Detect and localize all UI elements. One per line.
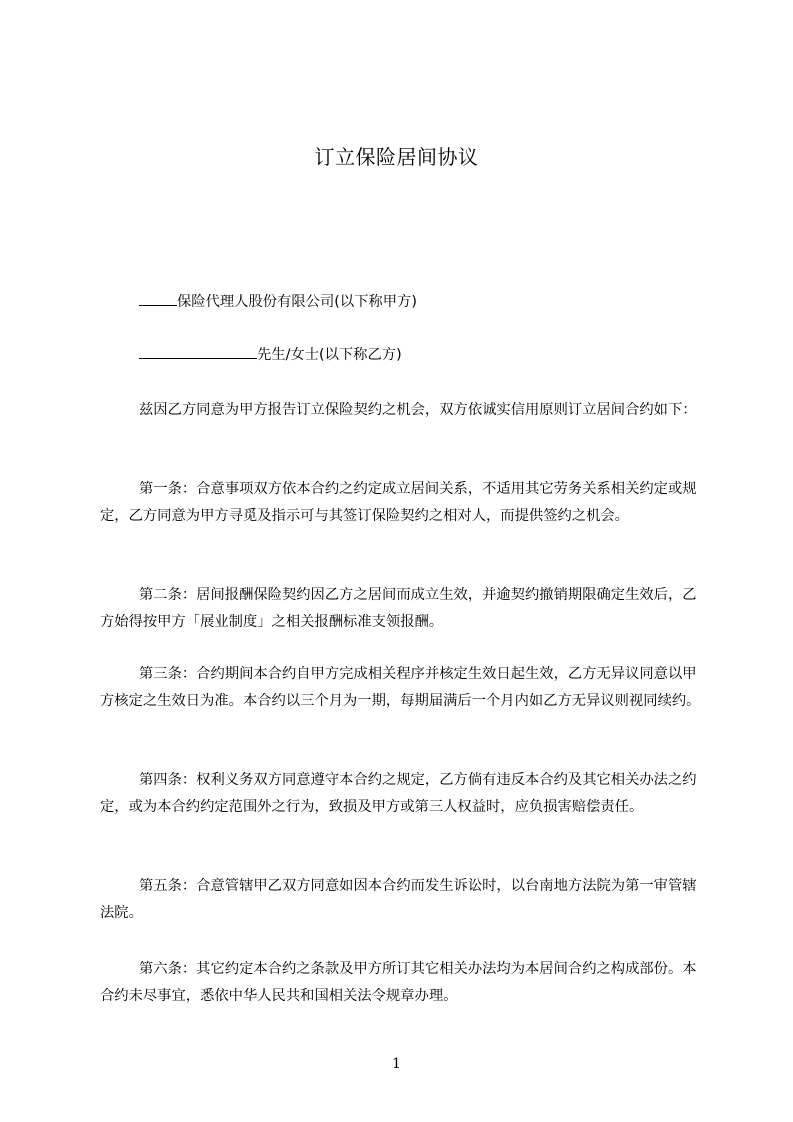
- document-title: 订立保险居间协议: [314, 145, 479, 169]
- party-b-line: [100, 341, 705, 369]
- party-b-text: 先生/女士(以下称乙方): [257, 347, 402, 363]
- clause-2: 第二条：居间报酬保险契约因乙方之居间而成立生效，并逾契约撤销期限确定生效后，乙方始得按甲方「展业制度」之相关报酬标准支领报酬。: [100, 587, 697, 630]
- page-number: 1: [392, 1056, 401, 1072]
- clause-1: 第一条：合意事项双方依本合约之约定成立居间关系，不适用其它劳务关系相关约定或规定，乙方同意为甲方寻觅及指示可与其签订保险契约之相对人，而提供签约之机会。: [100, 481, 697, 524]
- intro-paragraph: 兹因乙方同意为甲方报告订立保险契约之机会，双方依诚实信用原则订立居间合约如下：: [139, 402, 697, 418]
- clause-5: 第五条：合意管辖甲乙双方同意如因本合约而发生诉讼时，以台南地方法院为第一审管辖法院。: [100, 878, 697, 921]
- party-a-blank: [139, 288, 177, 306]
- clause-6: 第六条：其它约定本合约之条款及甲方所订其它相关办法均为本居间合约之构成部份。本合约未尽事宜，悉依中华人民共和国相关法令规章办理。: [100, 961, 697, 1004]
- clause-4: 第四条：权利义务双方同意遵守本合约之规定，乙方倘有违反本合约及其它相关办法之约定，或为本合约约定范围外之行为，致损及甲方或第三人权益时，应负损害赔偿责任。: [100, 772, 697, 815]
- party-a-text: 保险代理人股份有限公司(以下称甲方): [177, 294, 417, 310]
- party-b-blank: [139, 341, 257, 359]
- clause-3: 第三条：合约期间本合约自甲方完成相关程序并核定生效日起生效，乙方无异议同意以甲方核定之生效日为准。本合约以三个月为一期，每期届满后一个月内如乙方无异议则视同续约。: [100, 666, 701, 709]
- party-a-line: [100, 288, 705, 316]
